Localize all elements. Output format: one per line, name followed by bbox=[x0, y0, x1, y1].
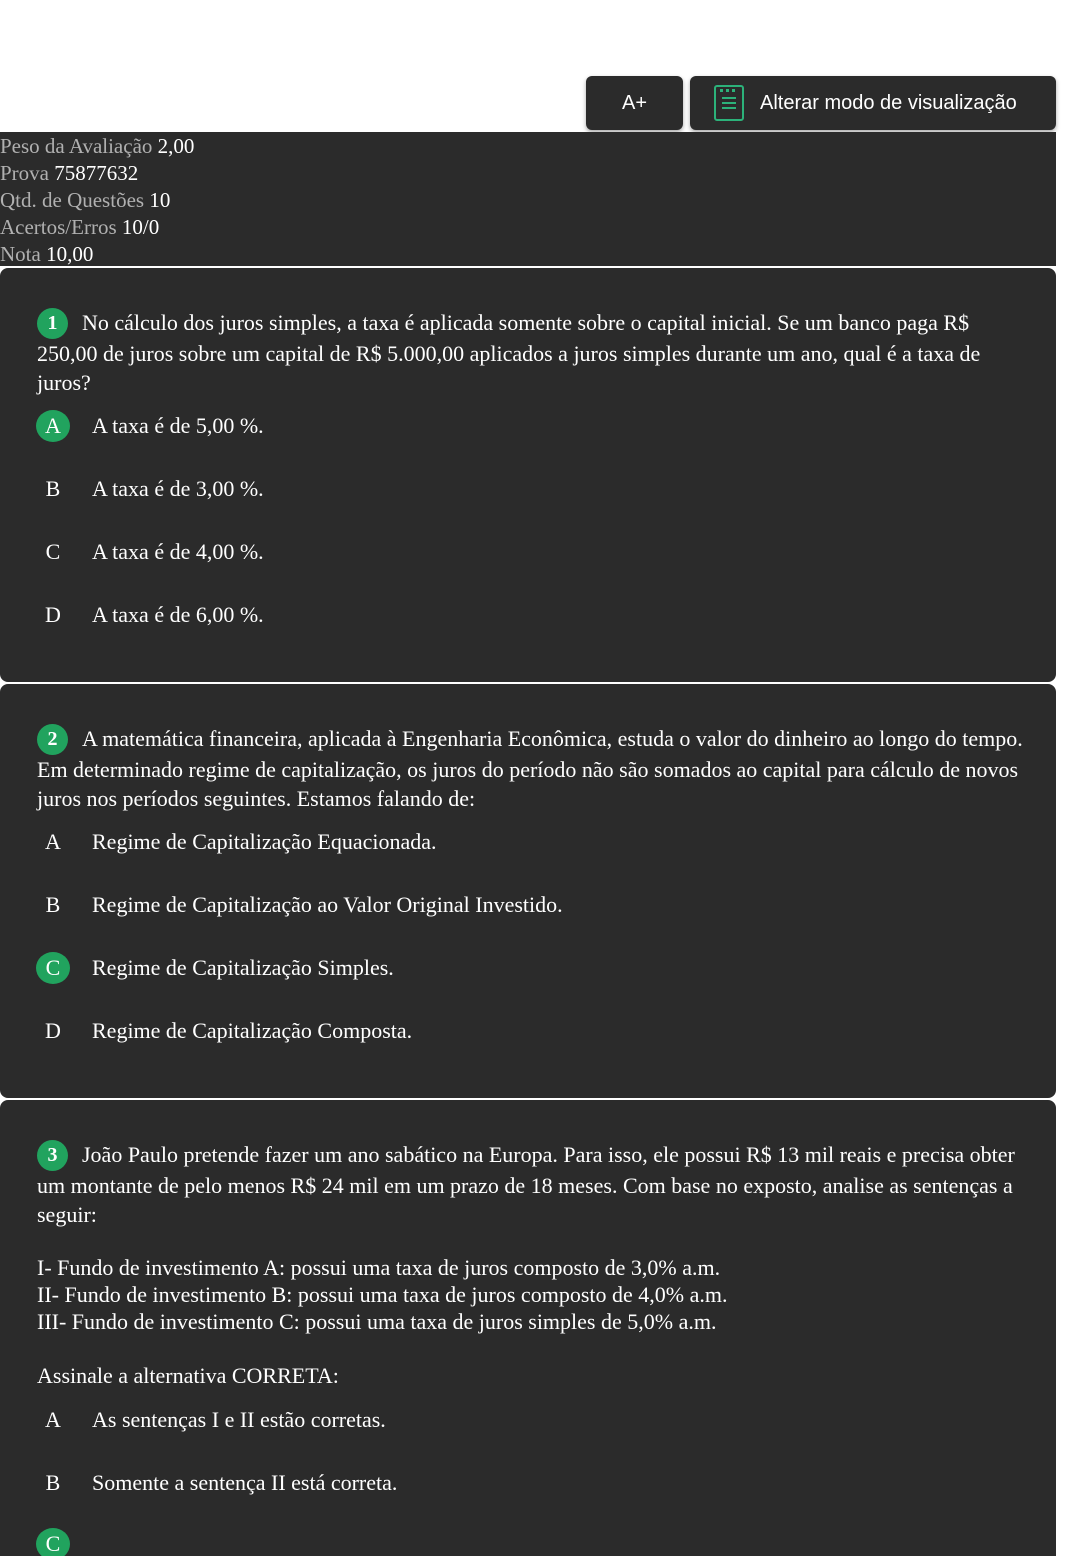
question-number-badge: 2 bbox=[37, 724, 68, 755]
option-letter: B bbox=[45, 1470, 61, 1495]
question-3-option-a[interactable] bbox=[36, 1404, 386, 1436]
question-1-option-d[interactable] bbox=[36, 599, 264, 631]
question-3-instruction: Assinale a alternativa CORRETA: bbox=[37, 1363, 339, 1388]
option-letter: A bbox=[45, 829, 61, 854]
question-card-1 bbox=[0, 268, 1056, 682]
option-text: As sentenças I e II estão corretas. bbox=[92, 1407, 386, 1432]
option-letter: A bbox=[36, 410, 70, 442]
change-view-mode-label: Alterar modo de visualização bbox=[760, 91, 1017, 114]
option-letter: D bbox=[45, 1018, 61, 1043]
option-letter: B bbox=[45, 476, 61, 501]
question-1-option-b[interactable] bbox=[36, 473, 264, 505]
question-1-option-c[interactable] bbox=[36, 536, 264, 568]
question-number-badge: 3 bbox=[37, 1140, 68, 1171]
option-text: Regime de Capitalização Composta. bbox=[92, 1018, 413, 1043]
increase-font-label: A+ bbox=[621, 91, 648, 114]
question-3-statements bbox=[37, 1254, 1028, 1335]
info-hits-misses: Acertos/Erros 10/0 bbox=[0, 215, 160, 239]
question-2-option-c[interactable] bbox=[36, 952, 394, 984]
option-text: A taxa é de 6,00 %. bbox=[92, 602, 264, 627]
option-letter: D bbox=[45, 602, 61, 627]
statement-3: III- Fundo de investimento C: possui uma taxa de juros simples de 5,0% a.m. bbox=[37, 1309, 717, 1334]
option-text: A taxa é de 4,00 %. bbox=[92, 539, 264, 564]
question-number-badge: 1 bbox=[37, 308, 68, 339]
question-3-option-b[interactable] bbox=[36, 1467, 397, 1499]
question-2-option-b[interactable] bbox=[36, 889, 563, 921]
option-letter: B bbox=[45, 892, 61, 917]
option-letter: C bbox=[36, 1528, 70, 1556]
change-view-mode-button[interactable] bbox=[690, 76, 1056, 130]
option-letter: A bbox=[45, 1407, 61, 1432]
option-text: Regime de Capitalização ao Valor Original Investido. bbox=[92, 892, 563, 917]
statement-2: II- Fundo de investimento B: possui uma taxa de juros composto de 4,0% a.m. bbox=[37, 1282, 728, 1307]
question-3-option-c[interactable] bbox=[36, 1528, 92, 1556]
question-2-option-a[interactable] bbox=[36, 826, 437, 858]
question-1-option-a[interactable] bbox=[36, 410, 264, 442]
question-2-option-d[interactable] bbox=[36, 1015, 412, 1047]
option-text: Regime de Capitalização Equacionada. bbox=[92, 829, 437, 854]
increase-font-button[interactable] bbox=[586, 76, 683, 130]
option-text: A taxa é de 3,00 %. bbox=[92, 476, 264, 501]
option-letter: C bbox=[45, 539, 61, 564]
question-2-text: 2 A matemática financeira, aplicada à Engenharia Econômica, estuda o valor do dinheiro ao longo do tempo. Em determinado regime de capitalização, os juros do período não são somados ao capital para cálculo de novos juros nos períodos seguintes. Estamos falando de: bbox=[37, 726, 1023, 811]
exam-info-panel bbox=[0, 132, 1056, 266]
option-text: Regime de Capitalização Simples. bbox=[92, 955, 394, 980]
info-grade: Nota 10,00 bbox=[0, 242, 94, 266]
question-card-2 bbox=[0, 684, 1056, 1098]
info-exam-id: Prova 75877632 bbox=[0, 161, 139, 185]
question-3-text: 3 João Paulo pretende fazer um ano sabático na Europa. Para isso, ele possui R$ 13 mil reais e precisa obter um montante de pelo menos R$ 24 mil em um prazo de 18 meses. Com base no exposto, analise as sentenças a seguir: bbox=[37, 1142, 1015, 1227]
question-1-text: 1 No cálculo dos juros simples, a taxa é aplicada somente sobre o capital inicial. Se um banco paga R$ 250,00 de juros sobre um capital de R$ 5.000,00 aplicados a juros simples durante um ano, qual é a taxa de juros? bbox=[37, 310, 981, 395]
document-list-icon bbox=[714, 85, 744, 121]
statement-1: I- Fundo de investimento A: possui uma taxa de juros composto de 3,0% a.m. bbox=[37, 1255, 721, 1280]
option-text: A taxa é de 5,00 %. bbox=[92, 413, 264, 438]
question-card-3 bbox=[0, 1100, 1056, 1556]
info-question-count: Qtd. de Questões 10 bbox=[0, 188, 171, 212]
option-letter: C bbox=[36, 952, 70, 984]
option-text: Somente a sentença II está correta. bbox=[92, 1470, 398, 1495]
info-weight: Peso da Avaliação 2,00 bbox=[0, 134, 195, 158]
